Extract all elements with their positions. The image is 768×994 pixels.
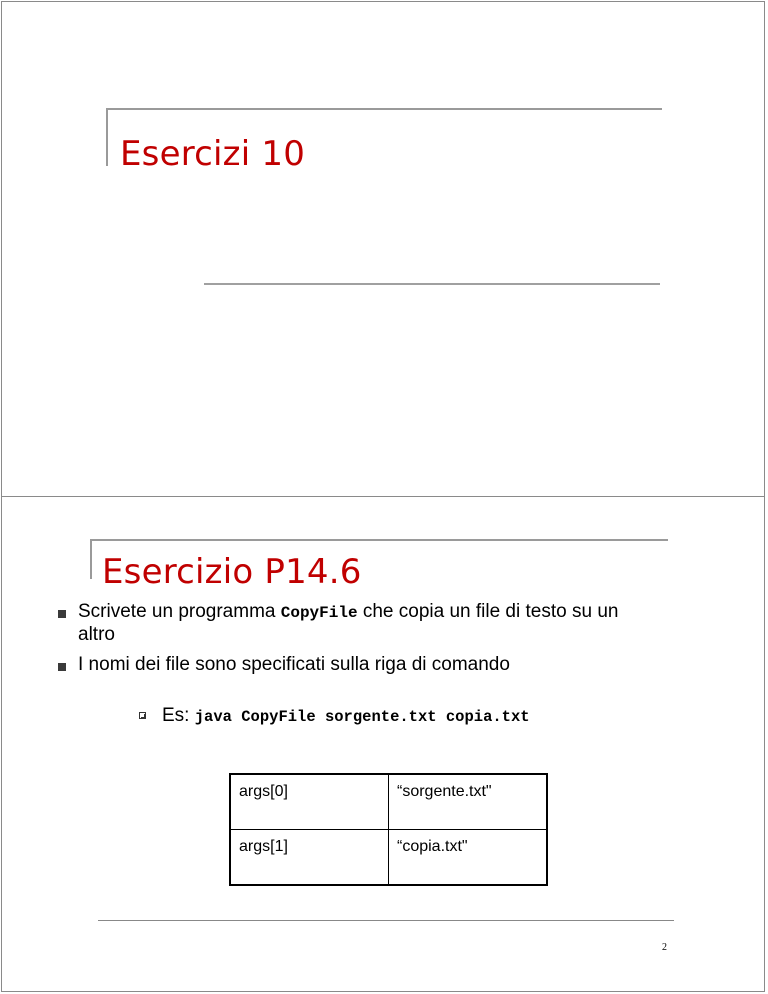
bullet-item [58,601,66,618]
program-name: CopyFile [280,604,358,622]
title-accent-line [106,108,108,166]
sub-bullet-text [162,705,530,728]
checkbox-bullet-icon [139,712,146,719]
slide-title: Esercizio P14.6 [102,552,362,592]
example-prefix: Es: [162,705,195,726]
args-table [229,773,548,886]
decorative-rule [204,283,660,285]
title-rule [106,108,662,110]
table-cell: args[1] [230,830,389,886]
bullet-text-part: Scrivete un programma [78,601,281,622]
title-accent-line [90,539,92,579]
example-command: java CopyFile sorgente.txt copia.txt [194,708,530,726]
table-cell: “sorgente.txt" [389,774,548,830]
table-cell: “copia.txt" [389,830,548,886]
title-rule [90,539,668,541]
page-number: 2 [662,942,667,953]
table-row [230,830,547,886]
slide-title: Esercizi 10 [120,134,306,174]
square-bullet-icon [58,610,66,618]
bullet-text [78,601,638,645]
slide-1 [1,1,765,497]
slide-2 [1,496,765,992]
bullet-text-part: che copia un file di testo su un altro [78,601,619,645]
square-bullet-icon [58,663,66,671]
table-cell: args[0] [230,774,389,830]
bullet-item [58,654,66,671]
table-row [230,774,547,830]
footer-rule [98,920,674,921]
bullet-text: I nomi dei file sono specificati sulla riga di comando [78,654,510,675]
